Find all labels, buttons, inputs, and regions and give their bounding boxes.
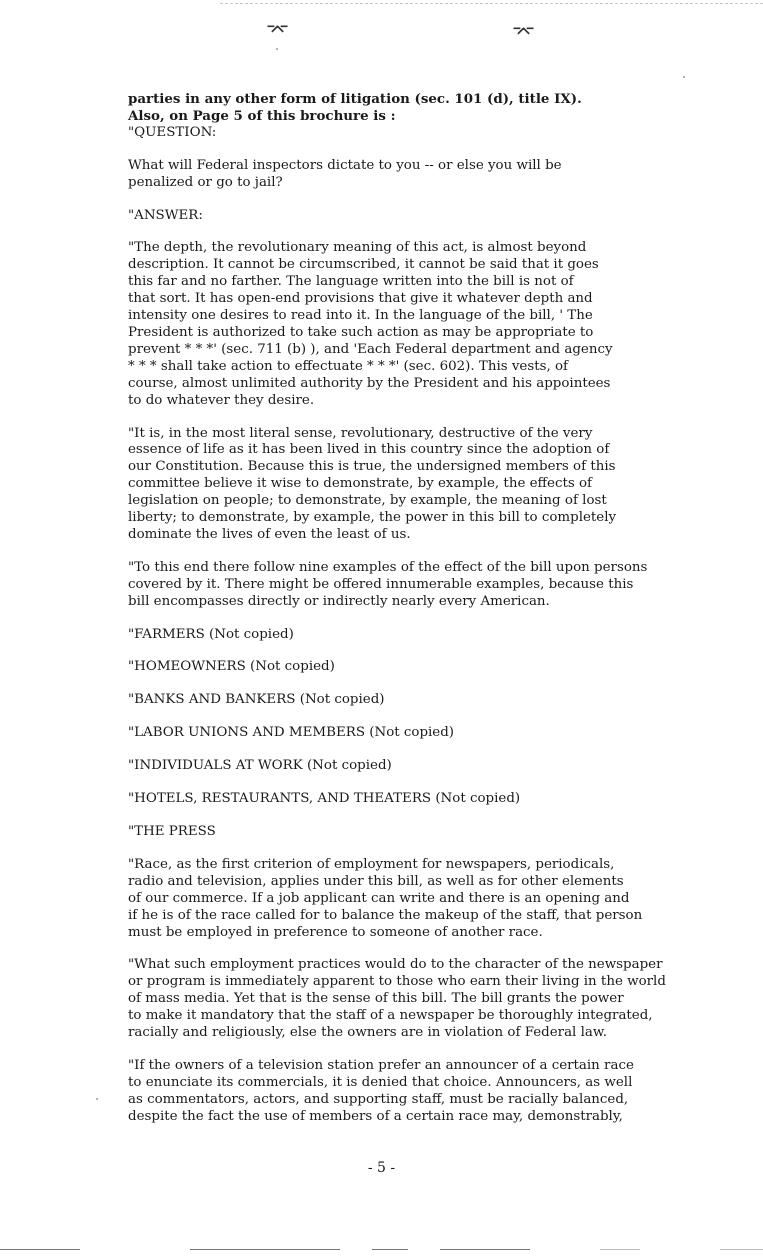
scan-speck [683, 76, 685, 78]
text-line: if he is of the race called for to balance the makeup of the staff, that person [128, 907, 643, 923]
text-line: "BANKS AND BANKERS (Not copied) [128, 692, 385, 708]
paragraph-gap [128, 611, 733, 627]
paragraph-gap [128, 742, 733, 758]
paragraph-gap [128, 544, 733, 560]
text-line: course, almost unlimited authority by the President and his appointees [128, 375, 611, 391]
text-line: intensity one desires to read into it. In the language of the bill, ' The [128, 308, 593, 324]
document-body [128, 91, 733, 1126]
text-line: description. It cannot be circumscribed, it cannot be said that it goes [128, 257, 599, 273]
text-line: committee believe it wise to demonstrate, by example, the effects of [128, 476, 593, 492]
paragraph-gap [128, 410, 733, 426]
text-line: "Race, as the first criterion of employment for newspapers, periodicals, [128, 856, 615, 872]
top-edge-rule [220, 3, 763, 4]
text-line: dominate the lives of even the least of us. [128, 526, 411, 542]
text-line: "ANSWER: [128, 207, 203, 223]
bottom-edge-rule [372, 1249, 408, 1250]
text-line: as commentators, actors, and supporting staff, must be racially balanced, [128, 1091, 629, 1107]
text-line: What will Federal inspectors dictate to you -- or else you will be [128, 157, 562, 173]
paragraph-gap [128, 709, 733, 725]
paragraph-gap [128, 841, 733, 857]
text-line: or program is immediately apparent to those who earn their living in the world [128, 974, 666, 990]
text-line: "If the owners of a television station prefer an announcer of a certain race [128, 1057, 634, 1073]
text-line: our Constitution. Because this is true, the undersigned members of this [128, 459, 616, 475]
scan-mark-right: ⌤ [512, 20, 536, 44]
text-line: bill encompasses directly or indirectly nearly every American. [128, 593, 550, 609]
text-line: liberty; to demonstrate, by example, the power in this bill to completely [128, 510, 617, 526]
text-line: "To this end there follow nine examples of the effect of the bill upon persons [128, 559, 648, 575]
text-line: racially and religiously, else the owners are in violation of Federal law. [128, 1025, 607, 1041]
text-line: "FARMERS (Not copied) [128, 626, 294, 642]
text-line: essence of life as it has been lived in this country since the adoption of [128, 442, 610, 458]
text-line: legislation on people; to demonstrate, by example, the meaning of lost [128, 493, 607, 509]
page-number: - 5 - [367, 1160, 396, 1176]
scan-speck [96, 1098, 98, 1100]
text-line: radio and television, applies under this bill, as well as for other elements [128, 873, 624, 889]
text-line: of our commerce. If a job applicant can write and there is an opening and [128, 890, 630, 906]
text-line: "THE PRESS [128, 824, 216, 839]
text-line: * * * shall take action to effectuate * * *' (sec. 602). This vests, of [128, 358, 568, 374]
text-line: to enunciate its commercials, it is denied that choice. Announcers, as well [128, 1074, 633, 1090]
paragraph-gap [128, 676, 733, 692]
text-line: despite the fact the use of members of a certain race may, demonstrably, [128, 1108, 623, 1124]
text-line: "LABOR UNIONS AND MEMBERS (Not copied) [128, 725, 455, 741]
paragraph-gap [128, 808, 733, 824]
text-line: "HOMEOWNERS (Not copied) [128, 659, 335, 675]
paragraph-gap [128, 775, 733, 791]
text-line: to do whatever they desire. [128, 392, 315, 408]
text-line: this far and no farther. The language written into the bill is not of [128, 274, 574, 290]
paragraph-gap [128, 224, 733, 240]
text-line: penalized or go to jail? [128, 174, 283, 190]
text-line: "The depth, the revolutionary meaning of this act, is almost beyond [128, 240, 587, 256]
text-line: of mass media. Yet that is the sense of this bill. The bill grants the power [128, 991, 624, 1007]
text-line: "It is, in the most literal sense, revolutionary, destructive of the very [128, 425, 593, 441]
text-line: prevent * * *' (sec. 711 (b) ), and 'Each Federal department and agency [128, 341, 613, 357]
paragraph-gap [128, 643, 733, 659]
paragraph-gap [128, 1042, 733, 1058]
text-line: covered by it. There might be offered innumerable examples, because this [128, 576, 634, 592]
text-line: must be employed in preference to someone of another race. [128, 924, 543, 940]
scan-speck [276, 48, 278, 50]
bottom-edge-rule [600, 1249, 640, 1250]
text-line: "QUESTION: [128, 124, 217, 140]
scan-mark-left: ⌤ [266, 18, 290, 42]
paragraph-gap [128, 142, 733, 158]
bottom-edge-rule [190, 1249, 340, 1250]
paragraph-gap [128, 941, 733, 957]
paragraph-gap [128, 192, 733, 208]
text-line: that sort. It has open-end provisions that give it whatever depth and [128, 291, 593, 307]
text-line: to make it mandatory that the staff of a newspaper be thoroughly integrated, [128, 1008, 653, 1024]
text-line: "What such employment practices would do to the character of the newspaper [128, 957, 663, 973]
bottom-edge-rule [440, 1249, 530, 1250]
text-line: "HOTELS, RESTAURANTS, AND THEATERS (Not copied) [128, 791, 521, 807]
text-line: Also, on Page 5 of this brochure is : [128, 107, 396, 124]
bottom-edge-rule [720, 1249, 763, 1250]
bottom-edge-rule [0, 1249, 80, 1250]
text-line: "INDIVIDUALS AT WORK (Not copied) [128, 758, 392, 774]
text-line: President is authorized to take such action as may be appropriate to [128, 324, 594, 340]
text-line: parties in any other form of litigation (sec. 101 (d), title IX). [128, 91, 582, 107]
